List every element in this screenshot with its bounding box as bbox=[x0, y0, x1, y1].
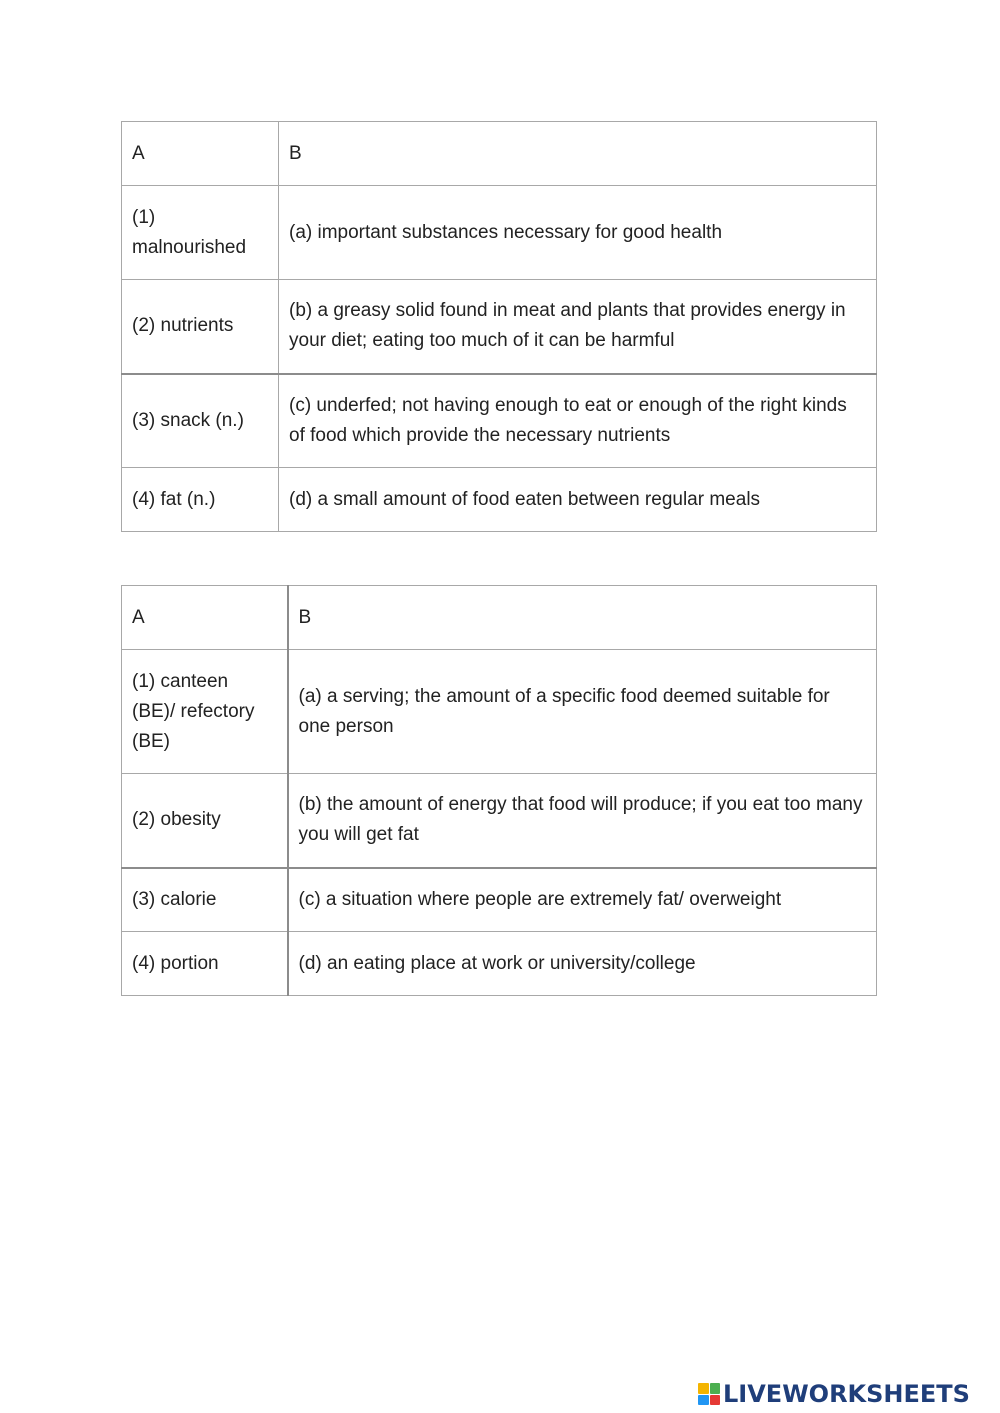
table-header-row bbox=[122, 586, 877, 650]
liveworksheets-logo-icon bbox=[698, 1383, 720, 1405]
logo-text: LIVEWORKSHEETS bbox=[723, 1380, 970, 1408]
table-header-row bbox=[122, 122, 877, 186]
term-cell: (3) snack (n.) bbox=[122, 374, 279, 468]
matching-table-1 bbox=[121, 121, 877, 532]
column-b-header: B bbox=[279, 122, 877, 186]
definition-cell: (c) underfed; not having enough to eat or enough of the right kinds of food which provide the necessary nutrients bbox=[279, 374, 877, 468]
table-row bbox=[122, 774, 877, 868]
table-row bbox=[122, 932, 877, 996]
liveworksheets-logo[interactable] bbox=[698, 1380, 970, 1408]
table-row bbox=[122, 650, 877, 774]
table-row bbox=[122, 468, 877, 532]
term-cell: (2) nutrients bbox=[122, 280, 279, 374]
column-a-header: A bbox=[122, 122, 279, 186]
column-b-header: B bbox=[288, 586, 877, 650]
table-row bbox=[122, 186, 877, 280]
matching-table-2 bbox=[121, 585, 877, 996]
definition-cell: (a) important substances necessary for good health bbox=[279, 186, 877, 280]
table-row bbox=[122, 374, 877, 468]
definition-cell: (b) the amount of energy that food will produce; if you eat too many you will get fat bbox=[288, 774, 877, 868]
term-cell: (3) calorie bbox=[122, 868, 288, 932]
term-cell: (4) portion bbox=[122, 932, 288, 996]
term-cell: (4) fat (n.) bbox=[122, 468, 279, 532]
table-row bbox=[122, 280, 877, 374]
table-row bbox=[122, 868, 877, 932]
definition-cell: (d) an eating place at work or university/college bbox=[288, 932, 877, 996]
definition-cell: (c) a situation where people are extremely fat/ overweight bbox=[288, 868, 877, 932]
definition-cell: (b) a greasy solid found in meat and plants that provides energy in your diet; eating too much of it can be harmful bbox=[279, 280, 877, 374]
definition-cell: (d) a small amount of food eaten between regular meals bbox=[279, 468, 877, 532]
term-cell: (1) canteen (BE)/ refectory (BE) bbox=[122, 650, 288, 774]
column-a-header: A bbox=[122, 586, 288, 650]
term-cell: (1) malnourished bbox=[122, 186, 279, 280]
definition-cell: (a) a serving; the amount of a specific food deemed suitable for one person bbox=[288, 650, 877, 774]
term-cell: (2) obesity bbox=[122, 774, 288, 868]
